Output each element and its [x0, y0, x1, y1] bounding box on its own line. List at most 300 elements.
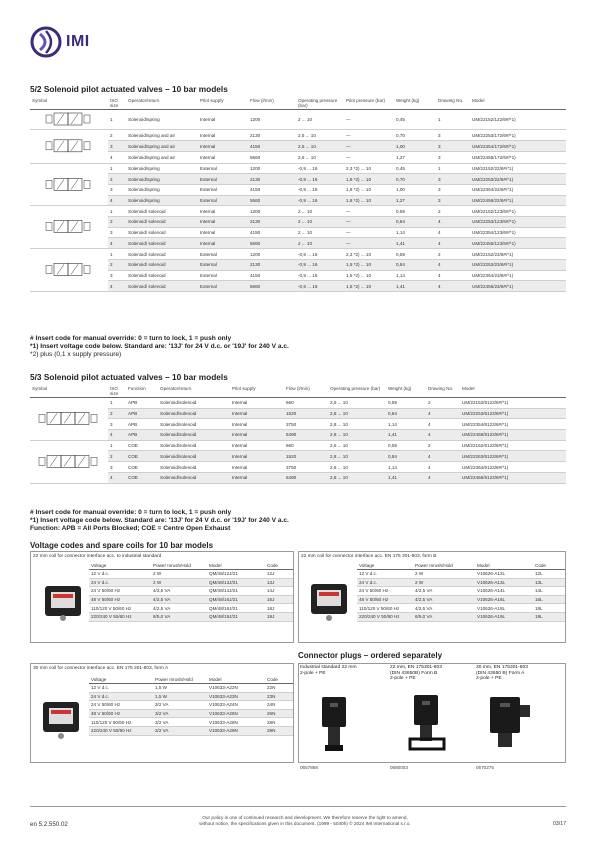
valve-symbol-icon — [30, 249, 106, 290]
table-cell: V10626-A19L — [475, 612, 533, 621]
table-cell: Solenoid/ solenoid — [126, 206, 198, 217]
table-cell: 12 V d.c. — [357, 570, 413, 579]
table-cell: 24 V 50/60 Hz — [89, 587, 151, 596]
table-cell: 2,8 ... 10 — [328, 430, 386, 441]
table-cell: 4 — [436, 281, 470, 292]
table-cell: -0,9 ... 16 — [296, 195, 344, 206]
table-cell: 2 W — [151, 578, 207, 587]
table-cell: Internal — [230, 462, 284, 473]
table-cell: 5660 — [248, 152, 296, 163]
table-cell: 1,41 — [394, 281, 436, 292]
table-cell: Internal — [198, 238, 248, 249]
table-row — [30, 451, 566, 462]
table-cell: 0,70 — [394, 130, 436, 141]
table-cell: QM/48/19J/21 — [207, 612, 265, 621]
doc-id: en 5.2.550.02 — [30, 821, 68, 828]
table-cell: 2 — [108, 408, 126, 419]
table-cell: 4 — [436, 270, 470, 281]
table-cell: 2 — [108, 174, 126, 185]
table-cell: QM/48/16J/21 — [207, 595, 265, 604]
table-cell: 2130 — [248, 174, 296, 185]
coil-box-1 — [30, 551, 294, 643]
column-header: Voltage — [89, 562, 151, 570]
table-cell: Internal — [230, 451, 284, 462]
table-cell: 4 — [436, 227, 470, 238]
table-cell: 19J — [265, 612, 293, 621]
table-row — [89, 692, 293, 701]
table-cell: 2,8 ... 10 — [328, 472, 386, 483]
table-cell: 0,84 — [386, 408, 426, 419]
table-cell: 1200 — [248, 110, 296, 130]
table-cell: 4150 — [248, 270, 296, 281]
table-cell: 29N — [265, 726, 293, 735]
coil-image-icon — [37, 698, 87, 742]
table-cell: 2 — [108, 259, 126, 270]
column-header: Operating pressure (bar) — [296, 97, 344, 110]
table-cell: 4 — [426, 430, 460, 441]
table-cell: 4 — [426, 451, 460, 462]
table-row — [30, 238, 566, 249]
table-cell: 4 — [436, 217, 470, 228]
connector-plug-icon — [482, 693, 536, 755]
table-cell: Solenoid/spring and air — [126, 141, 198, 152]
table-cell: 48 V 50/60 Hz — [89, 709, 153, 718]
column-header: Drawing No. — [436, 97, 470, 110]
table-cell: UM/22152/22/6#/*1) — [470, 163, 566, 174]
table-cell: 1200 — [248, 163, 296, 174]
table-cell: 1,14 — [394, 270, 436, 281]
table-cell: Internal — [198, 141, 248, 152]
table-cell: Solenoid/spring — [126, 174, 198, 185]
table-row — [30, 440, 566, 451]
table-cell: V10626-A18L — [475, 604, 533, 613]
table-cell: 5660 — [248, 195, 296, 206]
table-cell: 24N — [265, 701, 293, 710]
table-cell: 1,00 — [394, 141, 436, 152]
table-cell: 3 — [108, 227, 126, 238]
table-cell: 2,8 ... 10 — [328, 451, 386, 462]
table2 — [30, 385, 566, 484]
table-cell: 110/120 V 50/60 Hz — [357, 604, 413, 613]
table-cell: 3 — [108, 419, 126, 430]
table-row — [30, 141, 566, 152]
table-cell: 2 — [426, 398, 460, 409]
table-cell: UM/22456/123/6#/*1) — [470, 238, 566, 249]
table-row — [30, 472, 566, 483]
table-cell: 4/2,5 VA — [413, 587, 475, 596]
plugs-title: Connector plugs – ordered separately — [298, 651, 443, 660]
connector-plug-icon — [310, 693, 360, 755]
column-header: Power Inrush/Hold — [413, 562, 475, 570]
table-cell: 1 — [108, 110, 126, 130]
table-cell: 4 — [426, 472, 460, 483]
table-cell: APB — [126, 430, 158, 441]
table-cell: 1 — [436, 110, 470, 130]
table-cell: UM/22466/6123/6#/*1) — [460, 472, 566, 483]
table-cell: 12 V d.c. — [89, 570, 151, 579]
table-cell: External — [198, 163, 248, 174]
table-cell: QM/48/12J/21 — [207, 570, 265, 579]
brand-logo — [30, 26, 90, 58]
column-header: Voltage — [357, 562, 413, 570]
valve-symbol-icon — [30, 164, 106, 205]
table-cell: Solenoid/ solenoid — [126, 249, 198, 260]
table-cell: 1,41 — [386, 430, 426, 441]
table-cell: 3 — [436, 141, 470, 152]
column-header: Flow (l/min) — [284, 385, 328, 398]
table-cell: 4 — [436, 259, 470, 270]
plug-1-label: Industrial standard 22 mm 2-pole + PE — [300, 665, 357, 676]
coil-box-3-title: 30 mm coil for connector interface acc. EN 175 301-803, form A — [33, 666, 169, 671]
table-cell: 14J — [265, 587, 293, 596]
table-cell: 24 V d.c. — [89, 692, 153, 701]
table-cell: UM/22253/6123/6#/*1) — [460, 408, 566, 419]
table-cell: 1,27 — [394, 152, 436, 163]
table-cell: 4/2,5 VA — [413, 604, 475, 613]
column-header: Model — [207, 676, 265, 684]
table-cell: Solenoid/ solenoid — [126, 281, 198, 292]
table-cell: 48 V 50/60 Hz — [357, 595, 413, 604]
table-cell: — — [344, 217, 394, 228]
table-cell: — — [344, 110, 394, 130]
table-cell: 4 — [108, 152, 126, 163]
table-row — [30, 195, 566, 206]
table-row — [89, 570, 293, 579]
table-cell: 2,8 ... 10 — [328, 419, 386, 430]
table-cell: 24 V 50/60 Hz — [357, 587, 413, 596]
footnote: # Insert code for manual override: 0 = turn to lock, 1 = push only — [30, 335, 232, 342]
table1-notes — [30, 335, 289, 359]
table-cell: 1,41 — [386, 472, 426, 483]
table-cell: 4/2,5 VA — [413, 595, 475, 604]
table-row — [30, 184, 566, 195]
table-cell: 660 — [284, 398, 328, 409]
table-cell: 0,59 — [386, 398, 426, 409]
table-cell: Internal — [230, 440, 284, 451]
valve-symbol — [30, 440, 108, 483]
table-row — [89, 684, 293, 693]
table-cell: 1520 — [284, 408, 328, 419]
table-row — [89, 612, 293, 621]
table-cell: 4150 — [248, 141, 296, 152]
coil-box-3 — [30, 663, 294, 763]
table-cell: 220/240 V 50/60 Hz — [357, 612, 413, 621]
table-cell: 12J — [265, 570, 293, 579]
table-cell: 660 — [284, 440, 328, 451]
table-cell: 2,5 ... 10 — [328, 440, 386, 451]
table-cell: — — [344, 238, 394, 249]
table-cell: — — [344, 152, 394, 163]
table-cell: 1,5 *2) ... 10 — [344, 259, 394, 270]
table-cell: 2 ... 10 — [296, 110, 344, 130]
table-cell: 0,84 — [386, 451, 426, 462]
table-cell: UM/22354/22/6#/*1) — [470, 184, 566, 195]
table-cell: 4/2,5 VA — [151, 595, 207, 604]
table-cell: 4150 — [248, 184, 296, 195]
table-cell: 4 — [108, 238, 126, 249]
table-cell: Internal — [230, 472, 284, 483]
table-cell: UM/22263/6123/6#/*1) — [460, 451, 566, 462]
table-cell: 2 ... 10 — [296, 227, 344, 238]
table-cell: 1 — [108, 163, 126, 174]
column-header: Voltage — [89, 676, 153, 684]
table-cell: 3 — [436, 195, 470, 206]
table1-title: 5/2 Solenoid pilot actuated valves – 10 bar models — [30, 84, 228, 94]
table-cell: 2,5 ... 10 — [328, 398, 386, 409]
table-cell: 2,5 ... 10 — [296, 141, 344, 152]
plug-1-code: 0657868 — [300, 765, 318, 770]
table-cell: UM/22354/6123/6#/*1) — [460, 419, 566, 430]
table-cell: 2 — [436, 249, 470, 260]
valve-symbol-icon — [30, 206, 106, 247]
column-header: Model — [207, 562, 265, 570]
table-cell: 2,3 *2) ... 10 — [344, 249, 394, 260]
table-cell: 2 ... 10 — [296, 206, 344, 217]
table-cell: 1,5 W — [153, 692, 207, 701]
valve-symbol — [30, 130, 108, 164]
coil-image-icon — [39, 582, 89, 622]
column-header: Symbol — [30, 385, 108, 398]
table-cell: 2 — [426, 440, 460, 451]
table-cell: 16L — [533, 595, 565, 604]
table-cell: 1,14 — [386, 462, 426, 473]
table-cell: UM/22152/122/6#/*1) — [470, 110, 566, 130]
table-cell: COE — [126, 440, 158, 451]
table-cell: 110/120 V 50/60 Hz — [89, 604, 151, 613]
column-header: Weight (kg) — [394, 97, 436, 110]
table-cell: 3 — [436, 130, 470, 141]
table-cell: Solenoid/ solenoid — [126, 227, 198, 238]
table-cell: 220/240 V 50/60 Hz — [89, 726, 153, 735]
footnote: *2) plus (0,1 x supply pressure) — [30, 351, 122, 358]
table-cell: V10626-A12L — [475, 570, 533, 579]
table-cell: Solenoid/solenoid — [158, 451, 230, 462]
table-cell: Solenoid/spring — [126, 184, 198, 195]
table-cell: 2,5 ... 10 — [296, 130, 344, 141]
table-cell: 3/2 VA — [153, 718, 207, 727]
table-cell: 2 — [108, 451, 126, 462]
column-header: ISO size — [108, 97, 126, 110]
table-cell: 4 — [108, 472, 126, 483]
table-row — [30, 206, 566, 217]
table-cell: 1 — [108, 206, 126, 217]
table-row — [357, 595, 565, 604]
table-cell: 16J — [265, 595, 293, 604]
plug-2-label: 22 mm, EN 175301-803 (DIN 43650B) Form B 2-pole + PE — [390, 665, 442, 682]
table-row — [30, 152, 566, 163]
table-row — [30, 281, 566, 292]
table-cell: 220/240 V 50/60 Hz — [89, 612, 151, 621]
table-cell: V10626-A16L — [475, 595, 533, 604]
table-cell: Internal — [198, 206, 248, 217]
table-cell: 110/120 V 50/60 Hz — [89, 718, 153, 727]
table-row — [30, 430, 566, 441]
table-cell: External — [198, 195, 248, 206]
table-cell: External — [198, 259, 248, 270]
footer-divider — [30, 806, 566, 807]
table-cell: 6/5,0 VA — [413, 612, 475, 621]
table-row — [357, 570, 565, 579]
table-cell: UM/22354/23/6#/*1) — [470, 270, 566, 281]
table-cell: 1 — [108, 249, 126, 260]
footer-disclaimer-line-1: Our policy is one of continued research and development. We therefore reserve the right to amend, — [202, 815, 408, 820]
table-cell: 1,8 *2) ... 10 — [344, 174, 394, 185]
table-cell: V10633-A26N — [207, 709, 265, 718]
table-cell: 1,14 — [386, 419, 426, 430]
column-header: Pilot supply — [230, 385, 284, 398]
table-cell: V10626-A14L — [475, 587, 533, 596]
table-cell: Solenoid/solenoid — [158, 472, 230, 483]
table-cell: 0,59 — [394, 206, 436, 217]
table-cell: COE — [126, 451, 158, 462]
table-row — [89, 604, 293, 613]
table-cell: UM/22456/6123/6#/*1) — [460, 430, 566, 441]
table-row — [357, 578, 565, 587]
table-cell: Internal — [198, 130, 248, 141]
table-cell: External — [198, 174, 248, 185]
table-cell: 4 — [436, 238, 470, 249]
table-cell: UM/22152/6123/6#/*1) — [460, 398, 566, 409]
table-cell: Internal — [198, 227, 248, 238]
table-cell: 18L — [533, 604, 565, 613]
table-cell: 0,84 — [394, 259, 436, 270]
table-cell: 2 ... 10 — [296, 217, 344, 228]
table-cell: Solenoid/solenoid — [158, 419, 230, 430]
footnote: *1) Insert voltage code below. Standard are: '13J' for 24 V d.c. or '19J' for 240 V a.c. — [30, 517, 289, 524]
table-cell: Solenoid/solenoid — [158, 408, 230, 419]
table-cell: 1,8 *2) ... 10 — [344, 195, 394, 206]
table-cell: V10633-A24N — [207, 701, 265, 710]
table-cell: 1,5 *2) ... 10 — [344, 281, 394, 292]
table-cell: APB — [126, 398, 158, 409]
connector-plug-icon — [400, 693, 454, 755]
coil-table-3 — [89, 676, 293, 736]
table-cell: 4 — [426, 408, 460, 419]
table-row — [89, 718, 293, 727]
table2-notes — [30, 509, 289, 533]
valve-symbol — [30, 163, 108, 206]
table-cell: 1,5 W — [153, 684, 207, 693]
table-cell: 3/2 VA — [153, 726, 207, 735]
table-cell: 18J — [265, 604, 293, 613]
table-cell: 6/5,0 VA — [151, 612, 207, 621]
table-row — [30, 163, 566, 174]
column-header: Model — [460, 385, 566, 398]
table-cell: Solenoid/ solenoid — [126, 259, 198, 270]
table-cell: 2130 — [248, 130, 296, 141]
column-header: Function — [126, 385, 158, 398]
footnote: # Insert code for manual override: 0 = turn to lock, 1 = push only — [30, 509, 232, 516]
table-cell: -0,9 ... 16 — [296, 281, 344, 292]
table-row — [357, 587, 565, 596]
coil-box-2 — [298, 551, 566, 643]
valve-symbol — [30, 110, 108, 130]
table-cell: 3/2 VA — [153, 701, 207, 710]
table-cell: 1,5 *2) ... 10 — [344, 270, 394, 281]
table-cell: 2 — [436, 206, 470, 217]
table-cell: COE — [126, 462, 158, 473]
table-cell: Solenoid/ solenoid — [126, 238, 198, 249]
table-cell: 5660 — [248, 281, 296, 292]
table-row — [30, 130, 566, 141]
table-row — [357, 612, 565, 621]
table-cell: V10633-A22N — [207, 684, 265, 693]
table-cell: -0,9 ... 16 — [296, 270, 344, 281]
coil-table-1 — [89, 562, 293, 622]
table-cell: UM/22354/123/6#/*1) — [470, 227, 566, 238]
valve-symbol-icon — [30, 398, 106, 439]
table-cell: 2 — [108, 217, 126, 228]
table-cell: 28N — [265, 718, 293, 727]
table-cell: 0,70 — [394, 174, 436, 185]
table-cell: 2 W — [413, 570, 475, 579]
table-row — [89, 578, 293, 587]
column-header: Flow (l/min) — [248, 97, 296, 110]
valve-symbol-icon — [30, 441, 106, 482]
table-cell: UM/22152/123/6#/*1) — [470, 206, 566, 217]
table-cell: 24 V d.c. — [357, 578, 413, 587]
table-cell: — — [344, 227, 394, 238]
table-cell: 1,00 — [394, 184, 436, 195]
table-cell: UM/22456/172/6#/*1) — [470, 152, 566, 163]
table-row — [30, 259, 566, 270]
plug-3-label: 30 mm, EN 175301-803 (DIN 43650 B) Form A 2-pole + PE — [476, 665, 528, 682]
table-cell: UM/22364/6123/6#/*1) — [460, 462, 566, 473]
table-cell: 2130 — [248, 259, 296, 270]
table-cell: QM/48/18J/21 — [207, 604, 265, 613]
table-cell: -0,9 ... 16 — [296, 184, 344, 195]
table-row — [30, 270, 566, 281]
table-row — [89, 709, 293, 718]
table-row — [30, 408, 566, 419]
imi-logo-icon — [30, 26, 62, 58]
table1 — [30, 97, 566, 292]
table-row — [357, 604, 565, 613]
table-cell: 2130 — [248, 217, 296, 228]
table-row — [89, 587, 293, 596]
table-cell: 3 — [108, 184, 126, 195]
column-header: Weight (kg) — [386, 385, 426, 398]
table-cell: 1200 — [248, 206, 296, 217]
page-number: 03/17 — [553, 821, 566, 827]
table-cell: QM/48/14J/21 — [207, 587, 265, 596]
table-row — [30, 174, 566, 185]
table-cell: 4 — [426, 462, 460, 473]
table-cell: -0,9 ... 16 — [296, 163, 344, 174]
table-row — [89, 595, 293, 604]
column-header: Model — [470, 97, 566, 110]
table-cell: 0,45 — [394, 163, 436, 174]
brand-name: IMI — [66, 33, 90, 50]
table-row — [89, 701, 293, 710]
table-cell: Solenoid/solenoid — [158, 440, 230, 451]
table-cell: External — [198, 184, 248, 195]
table-cell: Internal — [198, 152, 248, 163]
table-cell: 1,14 — [394, 227, 436, 238]
table-cell: Internal — [230, 408, 284, 419]
column-header: Power Inrush/Hold — [151, 562, 207, 570]
table-cell: 1200 — [248, 249, 296, 260]
table-cell: COE — [126, 472, 158, 483]
coil-box-2-title: 22 mm coil for connector interface acc. EN 175 301-803, form B — [301, 554, 437, 559]
coils-title: Voltage codes and spare coils for 10 bar models — [30, 541, 214, 550]
column-header: Power Inrush/Hold — [153, 676, 207, 684]
table-cell: -0,9 ... 16 — [296, 249, 344, 260]
table-cell: V10626-A13L — [475, 578, 533, 587]
footer-disclaimer — [140, 815, 470, 827]
table-cell: 1 — [436, 163, 470, 174]
table-cell: 24 V d.c. — [89, 578, 151, 587]
